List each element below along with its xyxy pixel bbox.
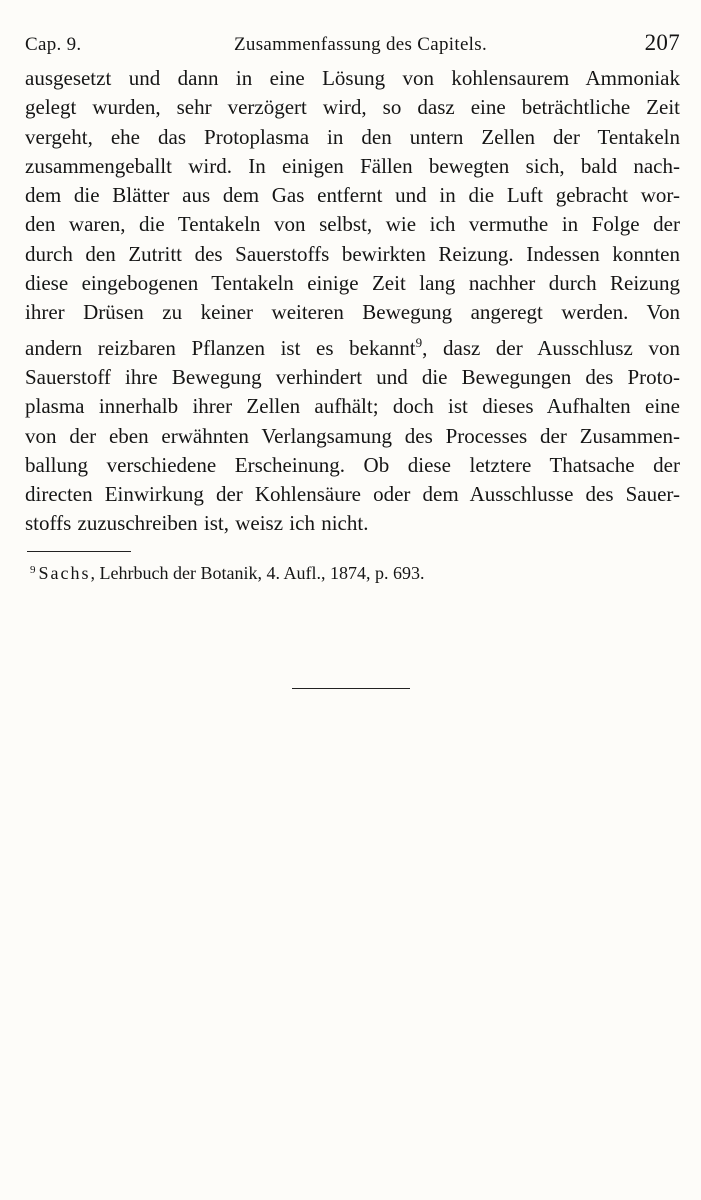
- body-paragraph: [25, 64, 680, 539]
- text-segment: andern reizbaren Pflanzen ist es bekannt: [25, 335, 416, 360]
- chapter-label: Cap. 9.: [25, 34, 82, 55]
- text-line: diese eingebogenen Tentakeln einige Zeit lang nachher durch Reizung: [25, 271, 680, 296]
- text-line: Sauerstoff ihre Bewegung verhindert und die Bewegungen des Proto-: [25, 364, 680, 389]
- text-line: zusammengeballt wird. In einigen Fällen bewegten sich, bald nach-: [25, 153, 680, 178]
- running-header: [25, 30, 680, 64]
- text-line: ballung verschiedene Erscheinung. Ob diese letztere Thatsache der: [25, 452, 680, 477]
- running-title: Zusammenfassung des Capitels.: [233, 34, 488, 55]
- text-line: directen Einwirkung der Kohlensäure oder dem Ausschlusse des Sauer-: [25, 482, 680, 507]
- footnote-reference: 9: [415, 334, 423, 350]
- footnote-divider: [27, 551, 131, 552]
- text-line: ausgesetzt und dann in eine Lösung von kohlensaurem Ammoniak: [25, 66, 680, 90]
- text-line: ihrer Drüsen zu keiner weiteren Bewegung angeregt werden. Von: [25, 300, 680, 325]
- text-line: vergeht, ehe das Protoplasma in den untern Zellen der Tentakeln: [25, 124, 680, 149]
- text-line: von der eben erwähnten Verlangsamung des Processes der Zusammen-: [25, 423, 680, 448]
- text-line: den waren, die Tentakeln von selbst, wie ich vermuthe in Folge der: [25, 212, 680, 237]
- text-line-with-footnote: [25, 328, 680, 363]
- text-line: gelegt wurden, sehr verzögert wird, so dasz eine beträchtliche Zeit: [25, 95, 680, 120]
- footnote: [25, 558, 680, 585]
- text-line: plasma innerhalb ihrer Zellen aufhält; doch ist dieses Aufhalten eine: [25, 394, 680, 419]
- book-page: [25, 30, 680, 585]
- footnote-author: Sachs: [38, 562, 91, 583]
- section-end-rule: [292, 688, 410, 689]
- text-line: durch den Zutritt des Sauerstoffs bewirkten Reizung. Indessen konnten: [25, 241, 680, 266]
- footnote-number: 9: [30, 563, 36, 576]
- text-line: stoffs zuzuschreiben ist, weisz ich nicht.: [25, 511, 369, 536]
- footnote-text: , Lehrbuch der Botanik, 4. Aufl., 1874, p. 693.: [90, 562, 425, 583]
- page-number: 207: [644, 30, 680, 55]
- text-segment: , dasz der Ausschlusz von: [422, 335, 680, 360]
- text-line: dem die Blätter aus dem Gas entfernt und in die Luft gebracht wor-: [25, 183, 680, 208]
